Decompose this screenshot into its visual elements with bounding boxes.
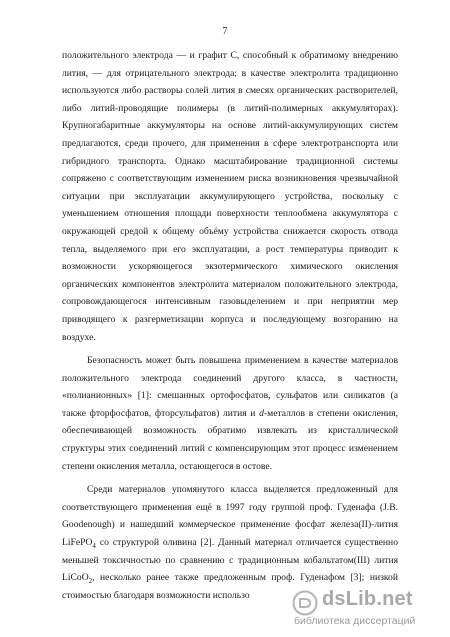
text-run: , несколько ранее также предложенным проф. Гуденафом [3]; низкой стоимостью благодаря возможности использо <box>62 572 398 601</box>
paragraph <box>62 47 398 346</box>
italic-symbol: d <box>259 407 264 419</box>
dslib-logo-icon <box>292 590 318 616</box>
paragraph <box>62 352 398 475</box>
formula-subscript: 2 <box>88 577 93 586</box>
page-number: 7 <box>222 26 228 37</box>
site-watermark <box>292 587 442 631</box>
text-run: Безопасность может быть повышена применением в качестве материалов положительного электрода соединений другого класса, в частности, «полианионных» [1]: смешанных ортофосфатов, сульфатов или силикатов (а также фторфосфатов, фторсульфатов) лития и <box>62 355 398 419</box>
text-run: Среди материалов упомянутого класса выделяется предложенный для соответствующего применения ещё в 1997 году группой проф. Гуденафа (J.B. Goodenough) и нашедший коммерческое применение фосфат железа(II)-лития LiFePO <box>62 484 398 549</box>
body-text <box>62 47 398 604</box>
formula-subscript: 4 <box>92 541 96 550</box>
paragraph <box>62 481 398 604</box>
watermark-name: dsLib.net <box>322 588 413 610</box>
text-run: положительного электрода — и графит С, способный к обратимому внедрению лития, — для отрицательного электрода; в качестве электролита традиционно используются либо растворы солей лития в смесях органических растворителей, либо литий-проводящие полимеры (в литий-полимерных аккумуляторах). Крупногабаритные аккумуляторы на основе литий-аккумулирующих систем предлагаются, среди прочего, для применения в сфере электротранспорта или гибридного транспорта. Однако масштабирование традиционной системы сопряжено с соответствующим изменением риска возникновения чрезвычайной ситуации при эксплуатации аккумулирующего устройства, поскольку с уменьшением отношения площади поверхности теплообмена аккумулятора с окружающей средой к общему объёму устройства снижается скорость отвода тепла, выделяемого при его эксплуатации, а рост температуры приводит к возможности ускоряющегося экзотермического химического окисления органических компонентов электролита материалом положительного электрода, сопровождающегося интенсивным газовыделением и при неприятии мер приводящего к разгерметизации корпуса и последующему возгоранию на воздухе. <box>62 50 398 343</box>
text-run: со структурой оливина [2]. Данный материал отличается существенно меньшей токсичностью по сравнению с традиционным кобальтатом(III) лития LiCoO <box>62 537 398 584</box>
watermark-tagline: библиотека диссертаций <box>294 615 416 627</box>
text-run: -металлов в степени окисления, обеспечивающей возможность обратимо извлекать из кристаллической структуры этих соединений литий с компенсирующим этот процесс изменением степени окисления металла, остающегося в остове. <box>62 407 398 472</box>
